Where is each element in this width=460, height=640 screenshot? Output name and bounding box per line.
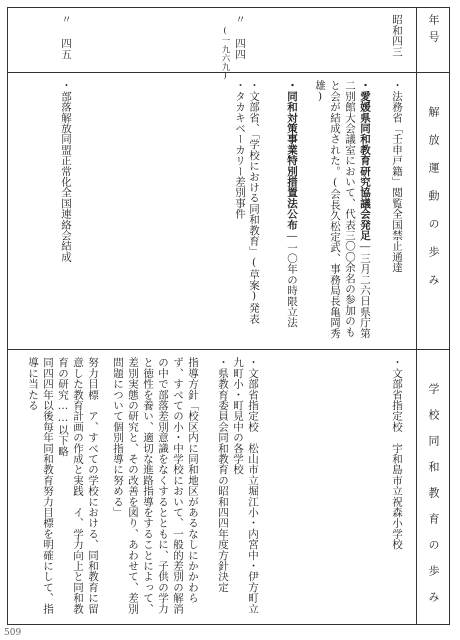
education-entry-3: ・県教育委員会同和教育の昭和四四年度方針決定 bbox=[217, 357, 229, 593]
year-column-divider bbox=[416, 7, 417, 625]
movement-entry-6: ・部落解放同盟正常化全国連絡会結成 bbox=[60, 80, 72, 262]
year-mark-45: 〃 bbox=[60, 14, 72, 25]
education-entry-2: ・文部省指定校 松山市立堀江小・内宮中・伊方町立九町小・町見中の各学校 bbox=[232, 357, 259, 614]
section-divider bbox=[7, 349, 450, 350]
movement-entry-3 bbox=[284, 80, 314, 342]
year-45: 四五 bbox=[60, 38, 72, 60]
year-mark-44: 〃 bbox=[234, 14, 246, 25]
header-movement: 解放運動の歩み bbox=[427, 106, 440, 302]
year-44: 四四 bbox=[234, 38, 246, 60]
header-year: 年号 bbox=[427, 14, 440, 48]
movement-entry-5: ・タカキベーカリー差別事件 bbox=[234, 80, 246, 220]
movement-entry-4: ・文部省、「学校における同和教育」(草案)発表 bbox=[248, 80, 260, 324]
education-entry-6: 同四四年以後毎年同和教育努力目標を明確にして、指導に当たる bbox=[27, 357, 54, 614]
movement-entry-1: ・法務省「壬申戸籍」閲覧全国禁止通達 bbox=[391, 80, 403, 273]
movement-entry-2 bbox=[315, 80, 387, 342]
movement-entry-2-body: ―三月二六日県庁第二別館大会議室において、代表三〇〇余名の参加のもと会が結成された。(会長久松定武、事務局長亀岡秀雄) bbox=[314, 80, 371, 339]
movement-entry-3-title: ・同和対策事業特別措置法公布 bbox=[286, 80, 298, 230]
education-entry-4: 指導方針「校区内に同和地区があるなしにかかわらず、すべての小・中学校において、一般的差別の解消の中で部落差別意識をなくするとともに、子供の学力と徳性を養い、適切な進路指導をすることによって、差別実態の研究と、その改善を図り、あわせて、差別問題について個別指導に努める」 bbox=[112, 357, 199, 614]
education-entry-1: ・文部省指定校 宇和島市立祝森小学校 bbox=[391, 357, 403, 550]
header-education: 学校同和教育の歩み bbox=[427, 383, 440, 617]
movement-entry-2-title: ・愛媛県同和教育研究協議会発足 bbox=[359, 80, 371, 241]
year-showa-43: 昭和四三 bbox=[391, 14, 403, 57]
movement-entry-3-body: ―一〇年の時限立法 bbox=[286, 229, 298, 328]
education-entry-5: 努力目標 ア、すべての学校における、同和教育に留意した教育計画の作成と実践 イ、学力向上と同和教育の研究……以下略 bbox=[57, 357, 99, 614]
page-number: 509 bbox=[4, 628, 22, 638]
year-44-western: (一九六九) bbox=[220, 26, 230, 82]
